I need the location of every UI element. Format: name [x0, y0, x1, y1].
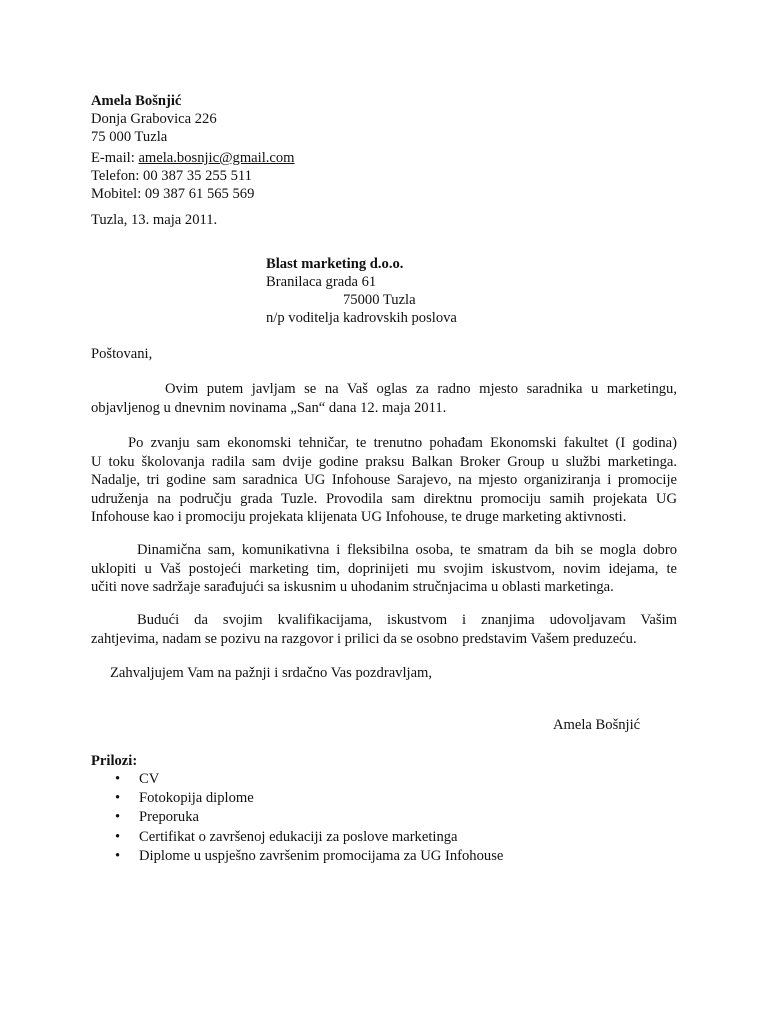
- attachment-item: [91, 847, 503, 866]
- paragraph-line: Dinamična sam, komunikativna i fleksibilna osoba, te smatram da bih se mogla dobro: [137, 542, 677, 558]
- attachment-item: [91, 828, 503, 847]
- sender-mobile: Mobitel: 09 387 61 565 569: [91, 186, 255, 202]
- bullet-icon: •: [115, 771, 121, 787]
- closing-line: Zahvaljujem Vam na pažnji i srdačno Vas pozdravljam,: [110, 665, 433, 681]
- attachments-list: [91, 770, 503, 866]
- recipient-city: 75000 Tuzla: [343, 292, 416, 308]
- recipient-street: Branilaca grada 61: [266, 274, 377, 290]
- paragraph-line: objavljenog u dnevnim novinama „San“ dana 12. maja 2011.: [91, 399, 447, 416]
- bullet-icon: •: [115, 809, 121, 826]
- email-link[interactable]: amela.bosnjic@gmail.com: [138, 150, 295, 166]
- letter-date: Tuzla, 13. maja 2011.: [91, 212, 218, 228]
- sender-name: Amela Bošnjić: [91, 93, 182, 109]
- attachment-item: [91, 808, 503, 827]
- sender-phone: Telefon: 00 387 35 255 511: [91, 168, 252, 184]
- paragraph-line: uklopiti u Vaš postojeći marketing tim, doprinijeti mu svojim iskustvom, novim idejama, te: [91, 560, 677, 577]
- paragraph-1: [91, 380, 677, 417]
- recipient-attention: n/p voditelja kadrovskih poslova: [266, 310, 457, 326]
- sender-street: Donja Grabovica 226: [91, 111, 217, 127]
- email-label: E-mail:: [91, 150, 135, 166]
- paragraph-line: U toku školovanja radila sam dvije godine praksu Balkan Broker Group u službi marketinga.: [91, 453, 677, 470]
- attachment-item: [91, 789, 503, 808]
- bullet-icon: •: [115, 847, 121, 864]
- bullet-icon: •: [115, 828, 121, 845]
- paragraph-2: [91, 434, 677, 527]
- paragraph-3: [91, 541, 677, 597]
- sender-email-line: [91, 149, 295, 168]
- bullet-icon: •: [115, 790, 121, 807]
- attachments-heading: Prilozi:: [91, 753, 138, 769]
- recipient-company: Blast marketing d.o.o.: [266, 256, 404, 272]
- salutation: Poštovani,: [91, 346, 153, 362]
- paragraph-line: Budući da svojim kvalifikacijama, iskustvom i znanjima udovoljavam Vašim: [137, 612, 677, 628]
- paragraph-line: zahtjevima, nadam se pozivu na razgovor i prilici da se osobno predstavim Vašem preduzeću.: [91, 630, 637, 647]
- paragraph-4: [91, 611, 677, 648]
- attachment-item: [91, 770, 503, 789]
- attachment-label: Certifikat o završenoj edukaciji za poslove marketinga: [139, 828, 458, 845]
- paragraph-line: Po zvanju sam ekonomski tehničar, te trenutno pohađam Ekonomski fakultet (I godina): [128, 435, 677, 451]
- paragraph-line: učiti nove sadržaje sarađujući sa iskusnim u uhodanim stručnjacima u oblasti marketinga.: [91, 579, 614, 595]
- paragraph-line: udruženja na području grada Tuzle. Provodila sam direktnu promociju samih projekata UG: [91, 490, 677, 507]
- paragraph-line: Nadalje, tri godine sam saradnica UG Infohouse Sarajevo, na mjesto organiziranja i promocije: [91, 472, 677, 488]
- attachment-label: Diplome u uspješno završenim promocijama za UG Infohouse: [139, 847, 504, 864]
- attachment-label: Preporuka: [139, 809, 199, 826]
- attachment-label: Fotokopija diplome: [139, 790, 254, 807]
- signature: Amela Bošnjić: [553, 717, 641, 733]
- attachment-label: CV: [139, 771, 160, 787]
- paragraph-line: Ovim putem javljam se na Vaš oglas za radno mjesto saradnika u marketingu,: [165, 381, 677, 397]
- paragraph-line: Infohouse kao i promociju projekata klijenata UG Infohouse, te druge marketing aktivnosti.: [91, 509, 627, 525]
- sender-city: 75 000 Tuzla: [91, 129, 168, 145]
